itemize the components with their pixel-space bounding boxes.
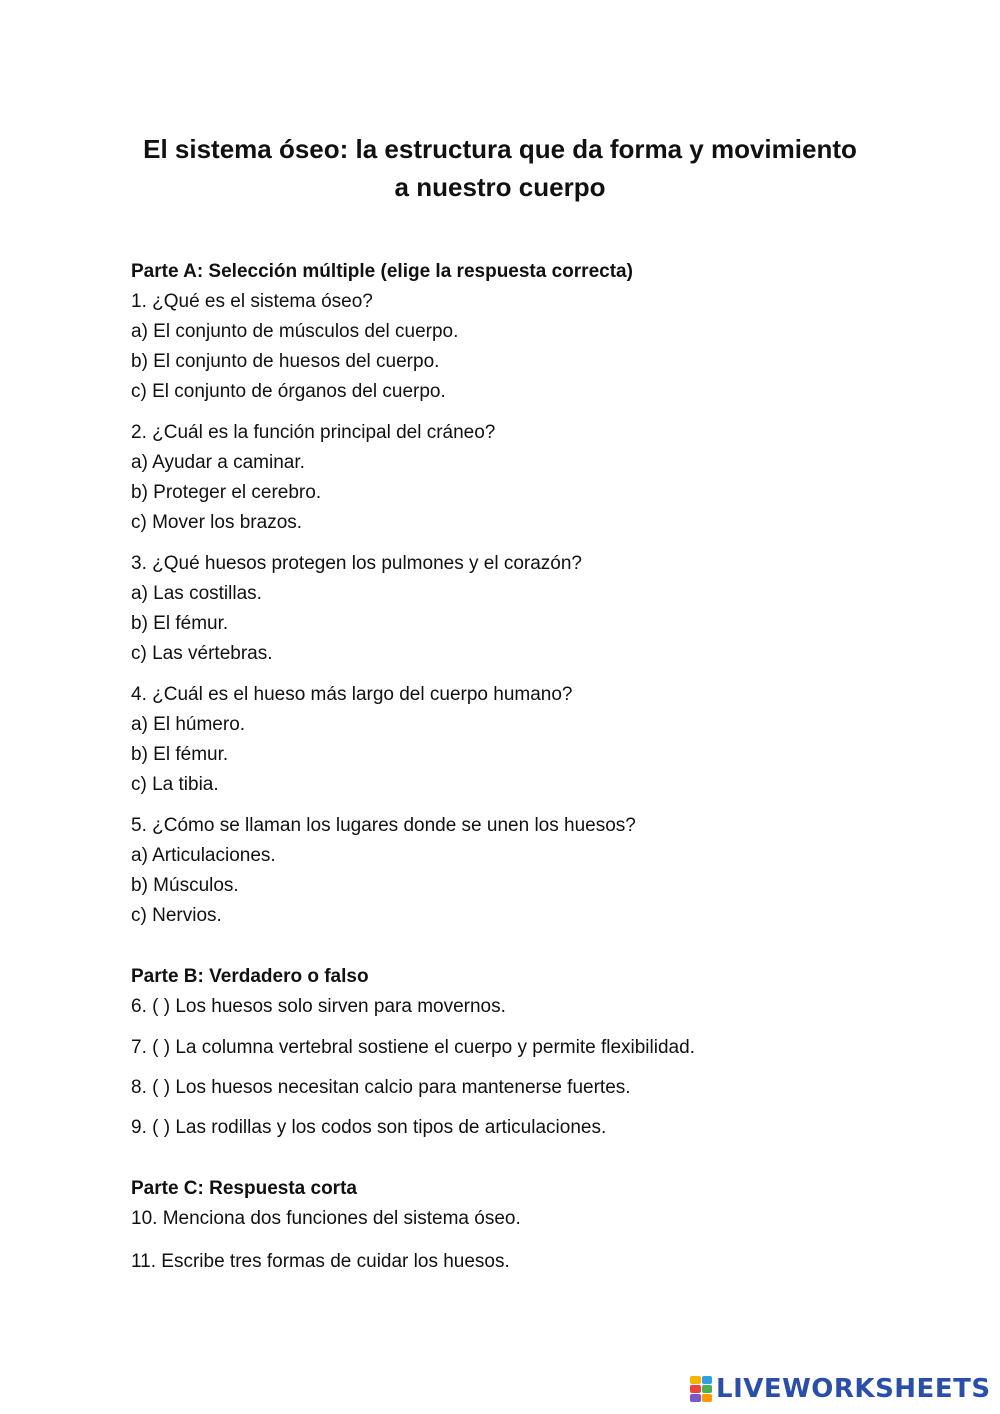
liveworksheets-logo-icon — [690, 1376, 712, 1402]
question-4: 4. ¿Cuál es el hueso más largo del cuerpo humano? — [131, 684, 573, 705]
title-line-2: a nuestro cuerpo — [394, 172, 606, 202]
q1-option-b[interactable]: b) El conjunto de huesos del cuerpo. — [131, 351, 440, 372]
short-answer-10: 10. Menciona dos funciones del sistema óseo. — [131, 1208, 521, 1229]
q1-option-c[interactable]: c) El conjunto de órganos del cuerpo. — [131, 381, 446, 402]
q5-option-a[interactable]: a) Articulaciones. — [131, 845, 276, 866]
tf-item-8[interactable]: 8. ( ) Los huesos necesitan calcio para mantenerse fuertes. — [131, 1077, 631, 1098]
q2-option-c[interactable]: c) Mover los brazos. — [131, 512, 303, 533]
q3-option-a[interactable]: a) Las costillas. — [131, 583, 262, 604]
q5-option-b[interactable]: b) Músculos. — [131, 875, 239, 896]
q3-option-b[interactable]: b) El fémur. — [131, 613, 229, 634]
question-2: 2. ¿Cuál es la función principal del cráneo? — [131, 422, 496, 443]
tf-item-6[interactable]: 6. ( ) Los huesos solo sirven para movernos. — [131, 996, 506, 1017]
page-title — [100, 130, 900, 206]
title-line-1: El sistema óseo: la estructura que da forma y movimiento — [143, 134, 857, 164]
short-answer-11: 11. Escribe tres formas de cuidar los huesos. — [131, 1251, 510, 1272]
part-c-heading: Parte C: Respuesta corta — [131, 1178, 357, 1199]
logo-text: LIVEWORKSHEETS — [716, 1374, 991, 1404]
q2-option-b[interactable]: b) Proteger el cerebro. — [131, 482, 322, 503]
liveworksheets-logo — [690, 1374, 991, 1404]
tf-item-7[interactable]: 7. ( ) La columna vertebral sostiene el cuerpo y permite flexibilidad. — [131, 1037, 695, 1058]
tf-item-9[interactable]: 9. ( ) Las rodillas y los codos son tipos de articulaciones. — [131, 1117, 607, 1138]
q3-option-c[interactable]: c) Las vértebras. — [131, 643, 273, 664]
q4-option-a[interactable]: a) El húmero. — [131, 714, 246, 735]
question-3: 3. ¿Qué huesos protegen los pulmones y el corazón? — [131, 553, 582, 574]
part-b-heading: Parte B: Verdadero o falso — [131, 966, 369, 987]
question-5: 5. ¿Cómo se llaman los lugares donde se unen los huesos? — [131, 815, 636, 836]
q2-option-a[interactable]: a) Ayudar a caminar. — [131, 452, 305, 473]
question-1: 1. ¿Qué es el sistema óseo? — [131, 291, 373, 312]
part-a-heading: Parte A: Selección múltiple (elige la respuesta correcta) — [131, 261, 633, 282]
q4-option-b[interactable]: b) El fémur. — [131, 744, 229, 765]
q5-option-c[interactable]: c) Nervios. — [131, 905, 222, 926]
q1-option-a[interactable]: a) El conjunto de músculos del cuerpo. — [131, 321, 459, 342]
q4-option-c[interactable]: c) La tibia. — [131, 774, 219, 795]
